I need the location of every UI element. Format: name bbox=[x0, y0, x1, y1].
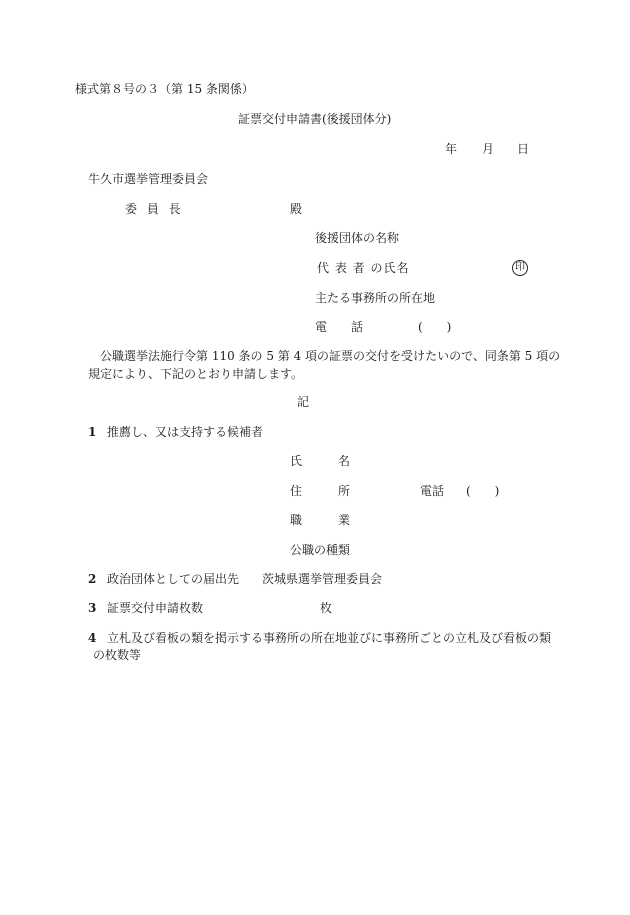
office-address-label: 主たる事務所の所在地 bbox=[315, 291, 436, 305]
addressee-honorific: 殿 bbox=[290, 202, 303, 216]
ki-heading: 記 bbox=[297, 395, 310, 409]
item-3-number: 3 bbox=[88, 601, 97, 615]
addressee-chairman: 委 員 長 bbox=[125, 202, 184, 216]
item-4-label: 立札及び看板の類を掲示する事務所の所在地並びに事務所ごとの立札及び看板の類 bbox=[107, 631, 552, 645]
item-2-label: 政治団体としての届出先 bbox=[107, 572, 240, 586]
form-number: 様式第８号の３（第 15 条関係） bbox=[75, 82, 254, 96]
date-month: 月 bbox=[482, 142, 495, 156]
item-2-number: 2 bbox=[88, 572, 97, 586]
applicant-phone-parens: ( ) bbox=[418, 320, 452, 334]
item-3-label: 証票交付申請枚数 bbox=[107, 601, 204, 615]
date-day: 日 bbox=[517, 142, 530, 156]
candidate-phone-parens: ( ) bbox=[466, 484, 500, 498]
candidate-address-label: 住 所 bbox=[290, 484, 351, 498]
item-3-unit: 枚 bbox=[320, 601, 333, 615]
seal-mark: 印 bbox=[512, 260, 528, 276]
statement-line-2: 規定により、下記のとおり申請します。 bbox=[88, 367, 304, 381]
item-2-value: 茨城県選挙管理委員会 bbox=[262, 572, 383, 586]
candidate-phone-label: 電話 bbox=[420, 484, 445, 498]
item-1-number: 1 bbox=[88, 425, 97, 439]
candidate-occupation-label: 職 業 bbox=[290, 513, 351, 527]
document-title: 証票交付申請書(後援団体分) bbox=[238, 112, 392, 126]
applicant-phone-label: 電 話 bbox=[315, 320, 364, 334]
candidate-office-type-label: 公職の種類 bbox=[290, 543, 351, 557]
statement-line-1: 公職選挙法施行令第 110 条の 5 第 4 項の証票の交付を受けたいので、同条第 5 項の bbox=[100, 349, 561, 363]
group-name-label: 後援団体の名称 bbox=[315, 231, 400, 245]
addressee-committee: 牛久市選挙管理委員会 bbox=[88, 172, 209, 186]
date-year: 年 bbox=[445, 142, 458, 156]
item-1-label: 推薦し、又は支持する候補者 bbox=[107, 425, 264, 439]
representative-label: 代 表 者 の氏名 bbox=[317, 261, 410, 275]
candidate-name-label: 氏 名 bbox=[290, 454, 351, 468]
item-4-label-continuation: の枚数等 bbox=[93, 648, 142, 662]
item-4-number: 4 bbox=[88, 631, 97, 645]
